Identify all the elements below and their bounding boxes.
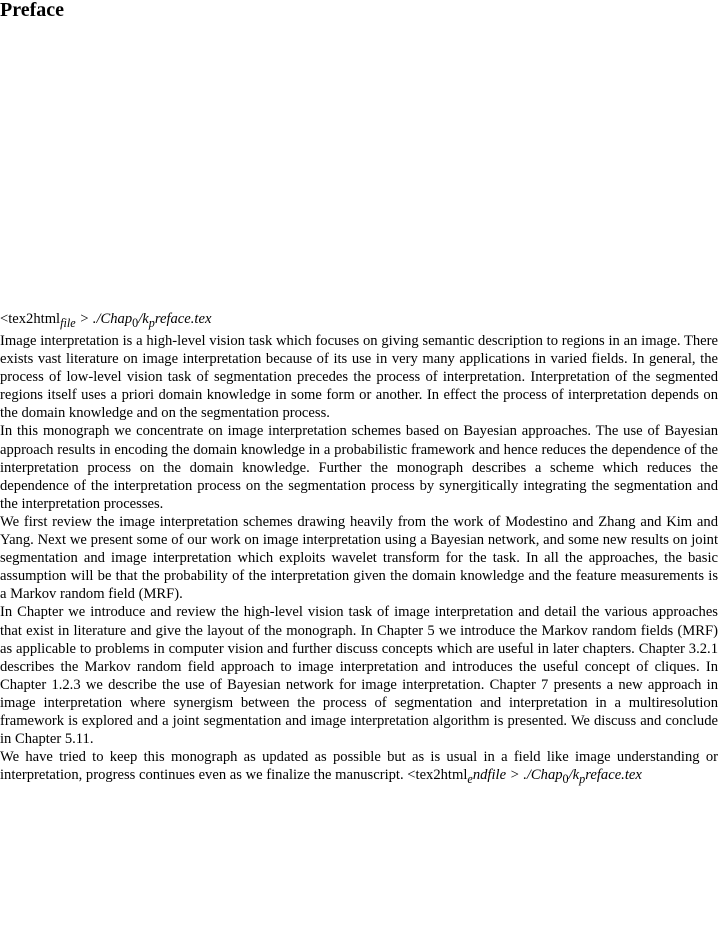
- start-marker-path2: /k: [138, 311, 149, 327]
- end-marker-sub2: 0: [562, 772, 569, 787]
- start-marker-path: > ./Chap: [79, 311, 133, 327]
- start-marker-line: [0, 310, 718, 332]
- paragraph-4: In Chapter we introduce and review the high-level vision task of image interpretation and detail the various approaches that exist in literature and give the layout of the monograph. In Chapter 5 we introduce the Markov random fields (MRF) as applicable to problems in computer vision and further discuss concepts which are useful in later chapters. Chapter 3.2.1 describes the Markov random field approach to image interpretation and introduces the useful concept of cliques. In Chapter 1.2.3 we describe the use of Bayesian network for image interpretation. Chapter 7 presents a new approach in image interpretation where synergism between the process of segmentation and interpretation in a multiresolution framework is explored and a joint segmentation and image interpretation algorithm is presented. We discuss and conclude in Chapter 5.11.: [0, 604, 718, 748]
- paragraph-5-text: We have tried to keep this monograph as updated as possible but as is usual in a field like image understanding or interpretation, progress continues even as we finalize the manuscript.: [0, 749, 718, 784]
- start-marker-sub3: p: [148, 315, 155, 330]
- paragraph-2: In this monograph we concentrate on image interpretation schemes based on Bayesian approaches. The use of Bayesian approach results in encoding the domain knowledge in a probabilistic framework and hence reduces the dependence of the interpretation process on the domain knowledge. Further the monograph describes a scheme which reduces the dependence of the interpretation process on the segmentation process by synergitically integrating the segmentation and the interpretation processes.: [0, 423, 718, 512]
- start-marker-tag: <tex2html: [0, 311, 61, 327]
- end-marker-word: ndfile: [472, 767, 507, 784]
- start-marker-sub2: 0: [132, 315, 139, 330]
- end-marker-path: > ./Chap: [509, 767, 563, 784]
- start-marker-path3: reface.tex: [154, 311, 212, 327]
- end-marker-tag: <tex2html: [407, 767, 468, 784]
- page-title: Preface: [0, 0, 65, 21]
- end-marker-sub: e: [467, 772, 473, 787]
- paragraph-5: [0, 748, 718, 788]
- end-marker-path3: reface.tex: [585, 767, 642, 784]
- end-marker-sub3: p: [579, 772, 586, 787]
- end-marker-path2: /k: [568, 767, 580, 784]
- body-text: [0, 310, 718, 788]
- paragraph-3: We first review the image interpretation schemes drawing heavily from the work of Modestino and Zhang and Kim and Yang. Next we present some of our work on image interpretation using a Bayesian network, and some new results on joint segmentation and image interpretation which exploits wavelet transform for the task. In all the approaches, the basic assumption will be that the probability of the interpretation given the domain knowledge and the feature measurements is a Markov random field (MRF).: [0, 513, 718, 603]
- paragraph-1: Image interpretation is a high-level vision task which focuses on giving semantic description to regions in an image. There exists vast literature on image interpretation because of its use in very many applications in varied fields. In general, the process of low-level vision task of segmentation precedes the process of interpretation. Interpretation of the segmented regions itself uses a priori domain knowledge in some form or another. In effect the process of interpretation depends on the domain knowledge and on the segmentation process.: [0, 333, 718, 422]
- start-marker-sub: file: [60, 315, 76, 330]
